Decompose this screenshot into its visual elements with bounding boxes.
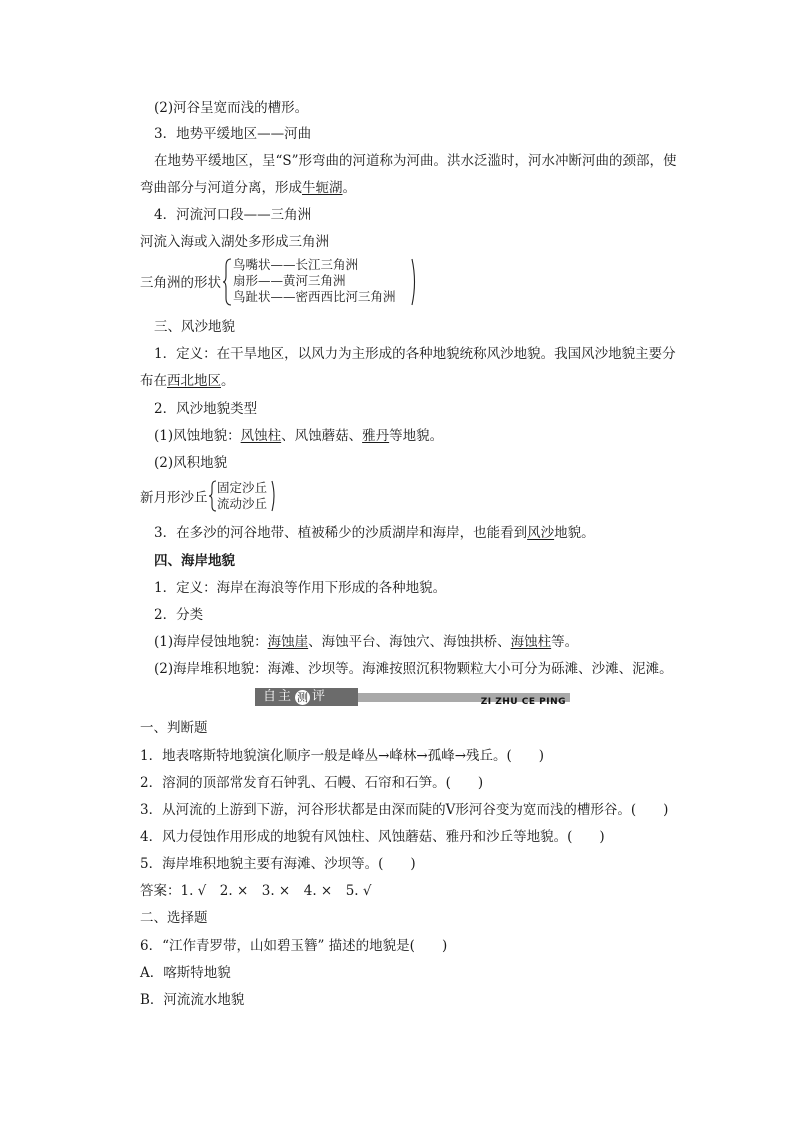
wind-pillar-term: 风蚀柱 — [240, 428, 282, 444]
self-test-banner — [255, 688, 570, 706]
wind-also-pre: 3．在多沙的河谷地带、植被稀少的沙质湖岸和海岸，也能看到 — [154, 525, 528, 541]
coast-deposit-text: (2)海岸堆积地貌：海滩、沙坝等。海滩按照沉积物颗粒大小可分为砾滩、沙滩、泥滩。 — [154, 661, 673, 677]
wind-types-heading: 2．风沙地貌类型 — [154, 401, 258, 417]
wind-heading: 三、风沙地貌 — [154, 319, 235, 335]
wind-definition-1: 1．定义：在干旱地区，以风力为主形成的各种地貌统称风沙地貌。我国风沙地貌主要分 — [154, 346, 676, 362]
sea-cliff-term: 海蚀崖 — [267, 634, 309, 650]
delta-heading: 4．河流河口段——三角洲 — [154, 207, 312, 223]
banner-ce-circle: 测 — [297, 690, 309, 704]
delta-shape-item: 扇形——黄河三角洲 — [233, 273, 346, 288]
wind-erosion-text — [154, 427, 443, 445]
choice-heading: 二、选择题 — [140, 910, 208, 926]
left-brace-icon — [209, 480, 217, 512]
delta-shape-item: 鸟趾状——密西西比河三角洲 — [233, 289, 396, 304]
banner-char-ping: 评 — [312, 689, 328, 704]
option-b: B．河流流水地貌 — [140, 992, 245, 1008]
dune-item: 流动沙丘 — [217, 496, 268, 511]
self-test-label — [255, 688, 358, 706]
question-1: 1．地表喀斯特地貌演化顺序一般是峰丛→峰林→孤峰→残丘。( ) — [140, 748, 545, 764]
wind-erosion-mid: 、风蚀蘑菇、 — [281, 428, 363, 444]
right-paren-icon — [411, 258, 419, 306]
meander-heading: 3．地势平缓地区——河曲 — [154, 126, 312, 142]
question-5: 5．海岸堆积地貌主要有海滩、沙坝等。( ) — [140, 856, 416, 872]
coast-class-heading: 2．分类 — [154, 607, 204, 623]
sea-stack-term: 海蚀柱 — [510, 634, 552, 650]
wind-deposit-text: (2)风积地貌 — [154, 455, 228, 471]
aeolian-term: 风沙 — [527, 525, 555, 541]
wind-definition-2 — [140, 372, 235, 390]
banner-english: ZI ZHU CE PING — [480, 697, 566, 707]
meander-text-1: 在地势平缓地区，呈“S”形弯曲的河道称为河曲。洪水泛滥时，河水冲断河曲的颈部，使 — [154, 153, 677, 169]
valley-shape-text: (2)河谷呈宽而浅的槽形。 — [154, 100, 309, 116]
meander-text-2-post: 。 — [342, 180, 356, 196]
wind-definition-2-pre: 布在 — [140, 373, 167, 389]
wind-also-post: 地貌。 — [554, 525, 595, 541]
coast-definition: 1．定义：海岸在海浪等作用下形成的各种地貌。 — [154, 580, 447, 596]
question-2: 2．溶洞的顶部常发育石钟乳、石幔、石帘和石笋。( ) — [140, 775, 484, 791]
delta-intro: 河流入海或入湖处多形成三角洲 — [140, 234, 329, 250]
northwest-term: 西北地区 — [167, 373, 221, 389]
yardang-term: 雅丹 — [362, 428, 390, 444]
delta-shape-item: 鸟嘴状——长江三角洲 — [233, 257, 359, 272]
question-6: 6．“江作青罗带，山如碧玉簪” 描述的地貌是( ) — [140, 938, 448, 954]
coast-heading: 四、海岸地貌 — [154, 553, 235, 569]
right-paren-icon — [271, 480, 278, 512]
dune-label: 新月形沙丘 — [140, 490, 208, 506]
wind-also-text — [154, 524, 595, 542]
coast-erosion-text — [154, 633, 578, 651]
dune-item: 固定沙丘 — [217, 480, 268, 495]
judge-heading: 一、判断题 — [140, 720, 208, 736]
meander-text-2 — [140, 179, 356, 197]
meander-text-2-pre: 弯曲部分与河道分离，形成 — [140, 180, 302, 196]
question-3: 3．从河流的上游到下游，河谷形状都是由深而陡的V形河谷变为宽而浅的槽形谷。( ) — [140, 802, 669, 818]
banner-char-zi: 自 — [263, 689, 279, 704]
wind-definition-2-post: 。 — [221, 373, 235, 389]
left-brace-icon — [223, 258, 233, 306]
wind-erosion-pre: (1)风蚀地貌： — [154, 428, 241, 444]
coast-erosion-post: 等。 — [551, 634, 579, 650]
answer-key: 答案：1. √ 2. × 3. × 4. × 5. √ — [140, 883, 372, 899]
question-4: 4．风力侵蚀作用形成的地貌有风蚀柱、风蚀蘑菇、雅丹和沙丘等地貌。( ) — [140, 829, 605, 845]
coast-erosion-pre: (1)海岸侵蚀地貌： — [154, 634, 268, 650]
coast-erosion-mid: 、海蚀平台、海蚀穴、海蚀拱桥、 — [308, 634, 511, 650]
banner-char-zhu: 主 — [278, 689, 294, 704]
oxbow-lake-term: 牛轭湖 — [302, 180, 343, 196]
banner-bar — [358, 693, 570, 707]
wind-erosion-post: 等地貌。 — [389, 428, 444, 444]
delta-shapes-label: 三角洲的形状 — [140, 275, 221, 291]
option-a: A．喀斯特地貌 — [140, 965, 231, 981]
